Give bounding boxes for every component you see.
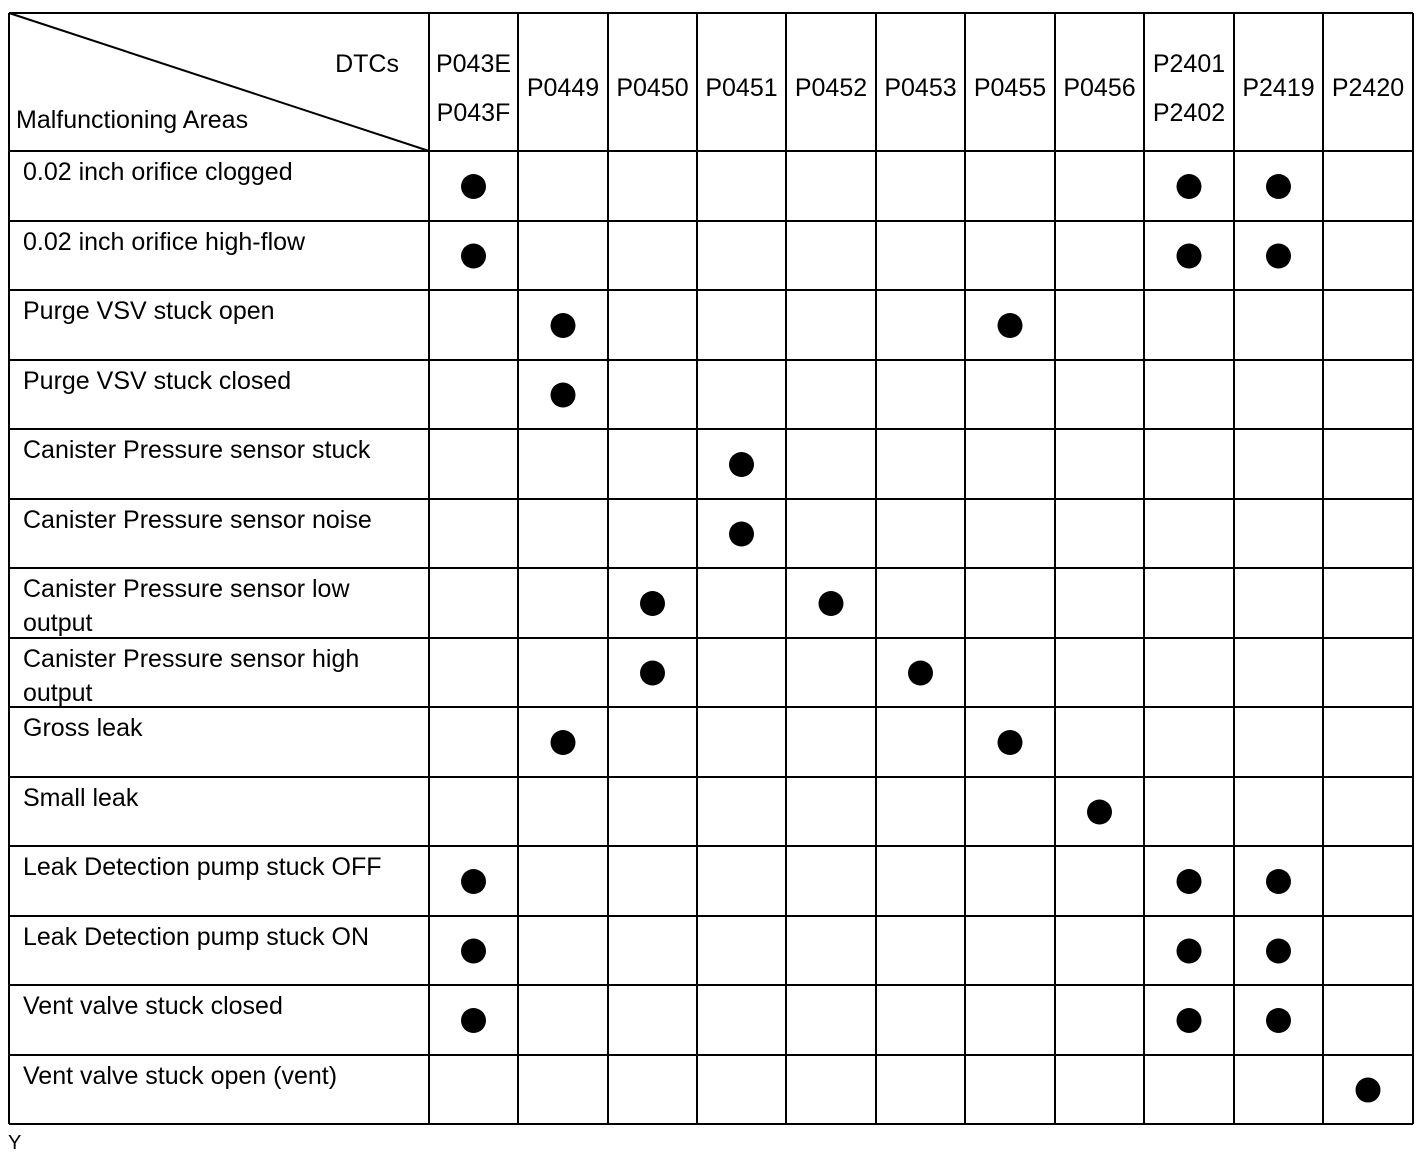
table-row	[23, 506, 754, 547]
applicable-dot	[640, 591, 665, 616]
column-code: P0455	[973, 74, 1047, 102]
table-row	[23, 158, 1291, 199]
row-label: Canister Pressure sensor stuck	[23, 436, 371, 464]
applicable-dot	[461, 174, 486, 199]
column-header-6	[974, 74, 1046, 102]
row-label: Canister Pressure sensor noise	[23, 506, 372, 534]
applicable-dot	[729, 452, 754, 477]
table-row	[23, 784, 1112, 825]
applicable-dot	[1266, 174, 1291, 199]
row-label: Leak Detection pump stuck ON	[23, 923, 369, 951]
table-row	[23, 575, 844, 637]
table-row	[23, 367, 576, 408]
table-row	[23, 228, 1291, 269]
row-label: Purge VSV stuck closed	[23, 367, 292, 395]
applicable-dot	[551, 730, 576, 755]
applicable-dot	[551, 313, 576, 338]
applicable-dot	[1266, 869, 1291, 894]
applicable-dot	[908, 661, 933, 686]
applicable-dot	[1266, 1008, 1291, 1033]
row-label: Vent valve stuck open (vent)	[23, 1062, 338, 1090]
corner-areas-label: Malfunctioning Areas	[16, 106, 249, 134]
column-header-3	[705, 74, 777, 102]
column-code: P2402	[1152, 99, 1226, 127]
table-row	[23, 992, 1291, 1033]
column-code: P0450	[616, 74, 689, 102]
applicable-dot	[819, 591, 844, 616]
column-header-10	[1332, 74, 1404, 102]
column-code: P0451	[705, 74, 778, 102]
row-label: Vent valve stuck closed	[23, 992, 283, 1020]
column-code: P2401	[1152, 50, 1226, 78]
applicable-dot	[1177, 1008, 1202, 1033]
applicable-dot	[461, 939, 486, 964]
applicable-dot	[1177, 939, 1202, 964]
applicable-dot	[729, 522, 754, 547]
column-code: P0449	[526, 74, 600, 102]
applicable-dot	[1266, 244, 1291, 269]
table-row	[23, 923, 1291, 964]
applicable-dot	[640, 661, 665, 686]
table-row	[23, 853, 1291, 894]
column-code: P2419	[1242, 74, 1315, 102]
column-header-5	[884, 74, 956, 102]
column-code: P043E	[435, 50, 512, 78]
table-row	[23, 714, 1023, 755]
row-label: Purge VSV stuck open	[23, 297, 275, 325]
column-header-0	[436, 50, 511, 127]
applicable-dot	[551, 383, 576, 408]
applicable-dot	[461, 244, 486, 269]
column-header-9	[1242, 74, 1314, 102]
column-code: P2420	[1331, 74, 1405, 102]
applicable-dot	[1177, 244, 1202, 269]
table-row	[23, 436, 754, 477]
row-label: 0.02 inch orifice clogged	[23, 158, 293, 186]
applicable-dot	[1266, 939, 1291, 964]
applicable-dot	[1087, 800, 1112, 825]
column-header-2	[616, 74, 688, 102]
row-label: Small leak	[23, 784, 139, 812]
column-code: P0453	[884, 74, 957, 102]
row-label: Gross leak	[23, 714, 143, 742]
column-header-7	[1063, 74, 1135, 102]
column-header-1	[527, 74, 599, 102]
table-row	[23, 1062, 1381, 1103]
row-label: 0.02 inch orifice high-flow	[23, 228, 306, 256]
applicable-dot	[1177, 869, 1202, 894]
table-row	[23, 297, 1023, 338]
applicable-dot	[461, 1008, 486, 1033]
applicable-dot	[461, 869, 486, 894]
row-label: output	[23, 679, 93, 707]
footer-mark: Y	[8, 1132, 22, 1154]
applicable-dot	[1356, 1078, 1381, 1103]
applicable-dot	[998, 730, 1023, 755]
applicable-dot	[1177, 174, 1202, 199]
column-code: P0452	[794, 74, 868, 102]
row-label: output	[23, 609, 93, 637]
row-label: Leak Detection pump stuck OFF	[23, 853, 382, 881]
row-label: Canister Pressure sensor high	[23, 645, 360, 673]
table-row	[23, 645, 933, 707]
applicable-dot	[998, 313, 1023, 338]
column-header-4	[795, 74, 867, 102]
row-label: Canister Pressure sensor low	[23, 575, 350, 603]
column-code: P043F	[436, 99, 511, 127]
corner-dtcs-label: DTCs	[335, 50, 399, 78]
column-code: P0456	[1063, 74, 1136, 102]
column-header-8	[1153, 50, 1225, 127]
